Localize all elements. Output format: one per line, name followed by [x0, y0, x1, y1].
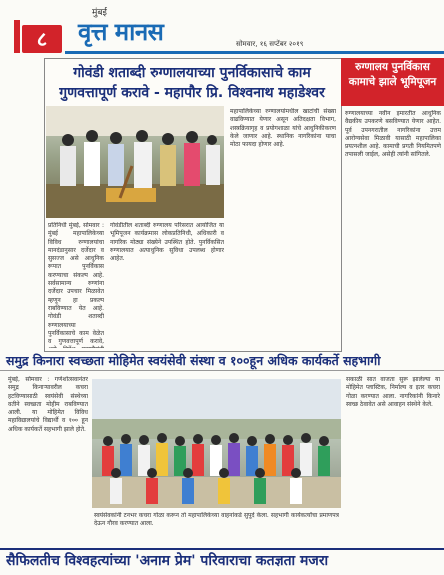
- groundbreaking-ceremony-image: [46, 106, 224, 218]
- story-cleanup-column-below: स्वयंसेवकांनी टनभर कचरा गोळा करून तो महापालिकेच्या वाहनांकडे सुपूर्द केला. सहभागी कार्यकर्त्यांचा प्रमाणपत्र देऊन गौरव करण्यात आला.: [94, 512, 339, 528]
- story-bottom-headline: सैफिलतीच विश्वहत्यांच्या 'अनाम प्रेम' परिवाराचा कतज्ञता मजरा: [6, 553, 329, 569]
- story-hospital-column-2: गोवंडीतील शताब्दी रुग्णालय परिसरात आयोजित या भूमिपूजन कार्यक्रमास लोकप्रतिनिधी, अधिकारी व नागरिक मोठ्या संख्येने उपस्थित होते. पुनर्विकसित रुग्णालयात अत्याधुनिक सुविधा उपलब्ध होणार आहेत.: [110, 222, 224, 263]
- volunteers-group-image: [92, 379, 341, 508]
- story-hospital-column-1: प्रतिनिधी मुंबई, सोमवार : मुंबई महापालिकेच्या विविध रुग्णालयांचा मानदंडानुसार दर्जेदार व सुसज्ज असे आधुनिक रूपात पुनर्विकास करण्याचा संकल्प आहे. सर्वसामान्य रुग्णांना दर्जेदार उपचार मिळावेत म्हणून हा प्रकल्प राबविण्यात येत आहे. गोवंडी शताब्दी रुग्णालयाच्या पुनर्विकासाचे काम वेळेत व गुणवत्तापूर्ण करावे,: [48, 222, 104, 346]
- masthead-title: वृत्त मानस: [78, 17, 164, 46]
- story-cleanup-column-left: मुंबई, सोमवार : गणेशोत्सवानंतर समुद्र किनाऱ्यावरील कचरा हटविण्यासाठी स्वयंसेवी संस्थेच्या वतीने स्वच्छता मोहीम राबविण्यात आली. या मोहिमेत विविध महाविद्यालयांचे विद्यार्थी व १०० हून अधिक कार्यकर्ते सहभागी झाले होते.: [8, 376, 88, 433]
- story-hospital-column-3: महापालिकेच्या रुग्णालयांमधील खाटांची संख्या वाढविण्यात येणार असून अतिदक्षता विभाग, शस्त्रक्रियागृह व प्रयोगशाळा यांचे आधुनिकीकरण केले जाणार आहे. स्थानिक नागरिकांना याचा मोठा फायदा होणार आहे.: [230, 108, 336, 149]
- story-hospital-headline: गोवंडी शताब्दी रुग्णालयाच्या पुनर्विकासाचे काम गुणवत्तापूर्ण करावे - महापौर प्रि. विश्वनाथ महाडेश्वर: [59, 65, 325, 101]
- story-cleanup-column-right: सकाळी सात वाजता सुरू झालेल्या या मोहिमेत प्लास्टिक, निर्माल्य व इतर कचरा गोळा करण्यात आला. नागरिकांनी किनारे स्वच्छ ठेवावेत असे आवाहन संस्थेने केले.: [346, 376, 440, 408]
- page-header: [0, 0, 444, 56]
- city-label: मुंबई: [92, 8, 107, 18]
- dateline: सोमवार, १६ सप्टेंबर २०१९: [236, 40, 304, 48]
- story-cleanup-photo: [92, 379, 341, 508]
- story-hospital-photo: [46, 106, 224, 218]
- story-hospital-side-column: रुग्णालयाच्या नवीन इमारतीत आधुनिक वैद्यकीय उपकरणे बसविण्यात येणार आहेत. पूर्व उपनगरातील नागरिकांना उत्तम आरोग्यसेवा मिळावी यासाठी महापालिका प्रयत्नशील आहे. कामाची प्रगती नियमितपणे तपासली जाईल, असेही त्यांनी सांगितले.: [345, 110, 441, 159]
- story-cleanup-headline: समुद्र किनारा स्वच्छता मोहिमेत स्वयंसेवी संस्था व १००हून अधिक कार्यकर्ते सहभागी: [6, 353, 381, 368]
- story-hospital-side-headline: रुग्णालय पुनर्विकास कामाचे झाले भूमिपूजन: [341, 58, 444, 106]
- page-number-tab: [14, 20, 20, 53]
- section-divider: [0, 370, 444, 371]
- page-number: ८: [22, 25, 62, 53]
- header-rule: [65, 51, 444, 54]
- bottom-divider: [0, 548, 444, 550]
- adjacent-column-strip: [0, 58, 42, 348]
